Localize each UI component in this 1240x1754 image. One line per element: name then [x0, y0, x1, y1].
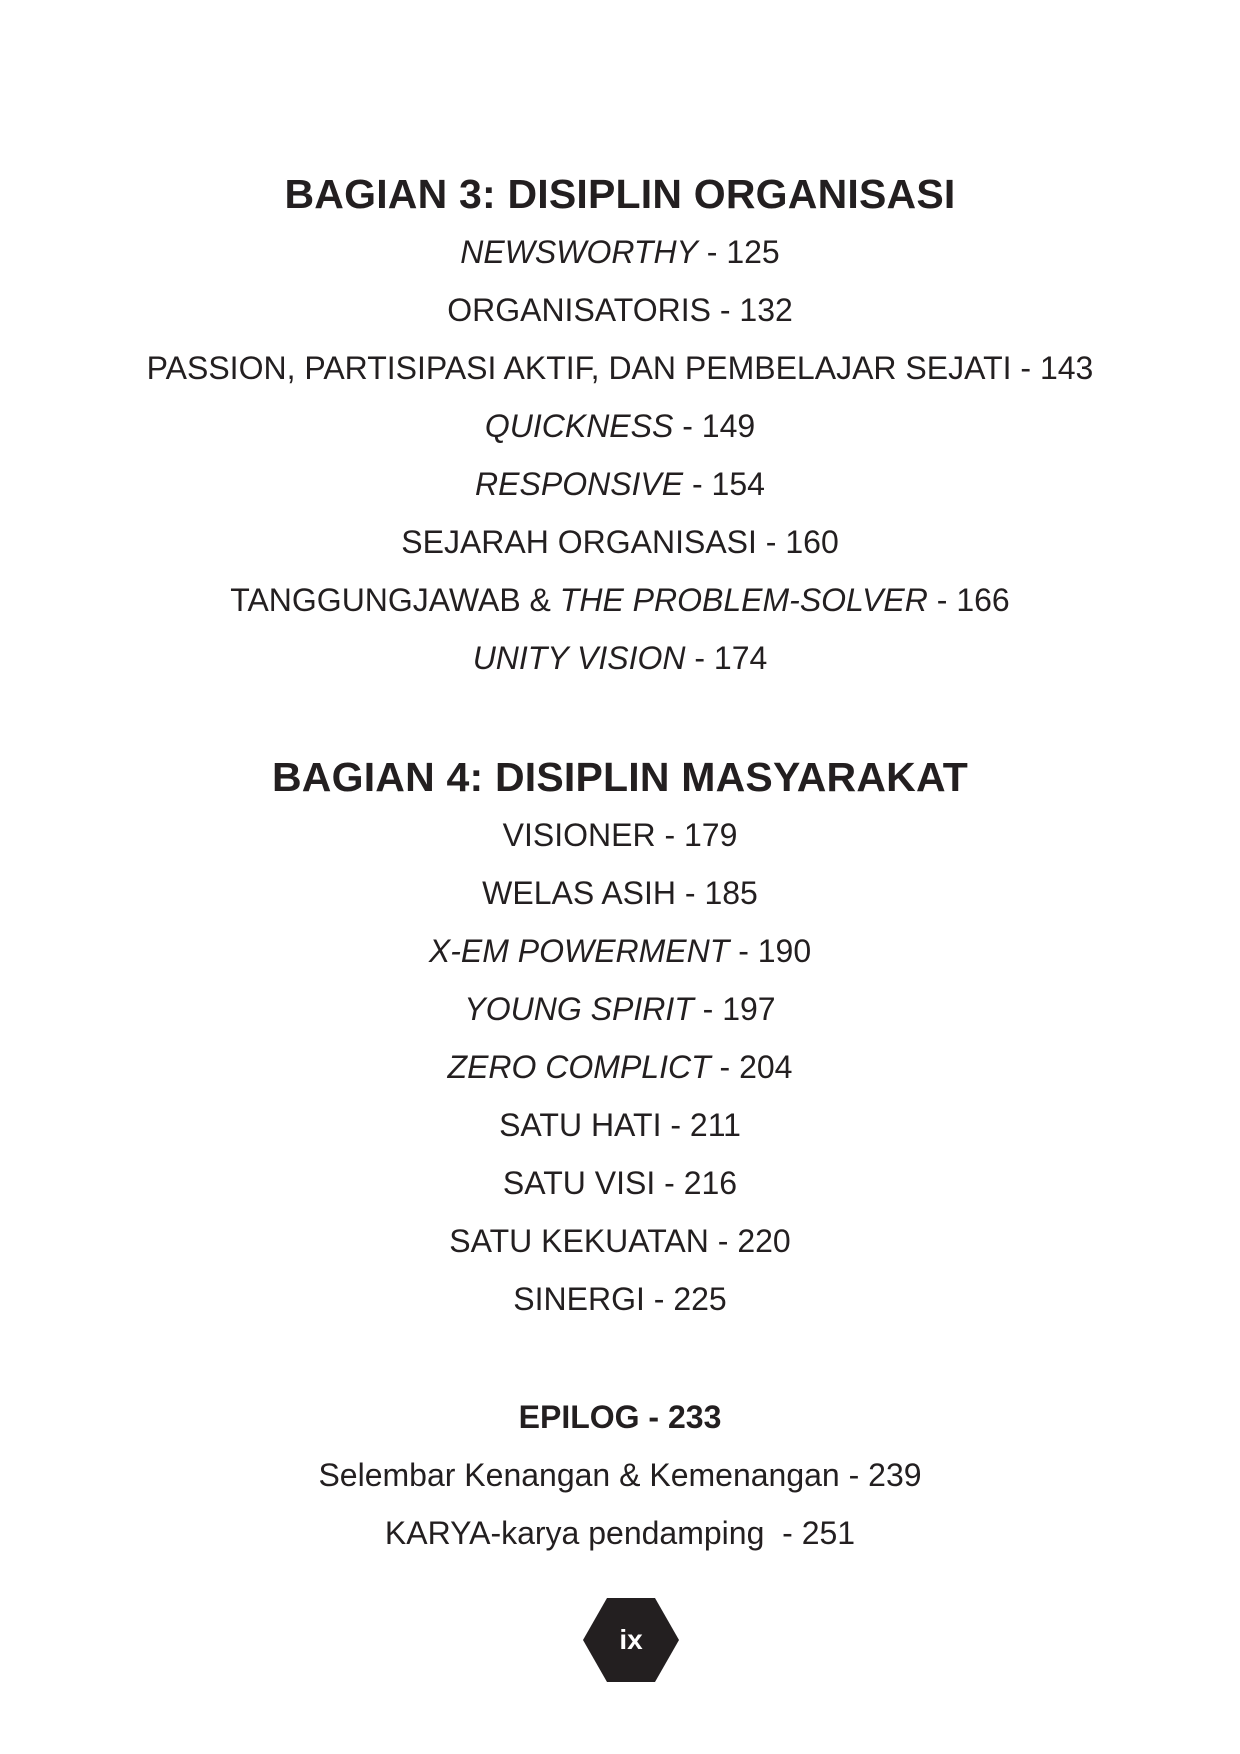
- entry-title: PASSION, PARTISIPASI AKTIF, DAN PEMBELAJAR SEJATI: [146, 350, 1012, 386]
- entry-page: - 174: [685, 640, 768, 676]
- entry-title: NEWSWORTHY: [460, 234, 698, 270]
- toc-entry: [0, 1038, 1240, 1096]
- entry-title: SATU KEKUATAN: [449, 1223, 709, 1259]
- entry-page: - 225: [644, 1281, 727, 1317]
- toc-entry: [0, 980, 1240, 1038]
- toc-entry: [0, 1212, 1240, 1270]
- epilog-entry: EPILOG - 233: [518, 1399, 722, 1435]
- entry-title: ZERO COMPLICT: [447, 1049, 711, 1085]
- entry-page: - 197: [693, 991, 776, 1027]
- entry-title: WELAS ASIH: [482, 875, 676, 911]
- toc-entry: [0, 223, 1240, 281]
- section-heading: BAGIAN 3: DISIPLIN ORGANISASI: [284, 171, 956, 217]
- page-number-badge: [583, 1598, 679, 1682]
- entry-page: - 185: [676, 875, 758, 911]
- entry-page: - 125: [697, 234, 780, 270]
- section-bagian-4: [0, 748, 1240, 1328]
- entry-page: - 220: [708, 1223, 791, 1259]
- entry-title: SATU HATI: [499, 1107, 662, 1143]
- toc-entry: [0, 806, 1240, 864]
- toc-entry: [0, 629, 1240, 687]
- toc-entry: [0, 455, 1240, 513]
- section-closing: [0, 1388, 1240, 1562]
- toc-entry: [0, 864, 1240, 922]
- section-bagian-3: [0, 165, 1240, 687]
- entry-page: - 166: [927, 582, 1010, 618]
- entry-title: SATU VISI: [502, 1165, 656, 1201]
- entry-page: - 204: [710, 1049, 793, 1085]
- entry-title: RESPONSIVE: [475, 466, 684, 502]
- kenangan-entry: Selembar Kenangan & Kemenangan - 239: [318, 1457, 922, 1493]
- entry-title: X-EM POWERMENT: [428, 933, 730, 969]
- entry-title: ORGANISATORIS: [447, 292, 711, 328]
- toc-entry: [0, 1154, 1240, 1212]
- toc-entry: [0, 1096, 1240, 1154]
- karya-entry: KARYA-karya pendamping - 251: [384, 1515, 856, 1551]
- toc-entry: [0, 1270, 1240, 1328]
- entry-page: - 154: [683, 466, 765, 502]
- entry-title: QUICKNESS: [484, 408, 674, 444]
- entry-page: - 143: [1011, 350, 1094, 386]
- entry-page: - 216: [655, 1165, 738, 1201]
- entry-title: SINERGI: [513, 1281, 645, 1317]
- toc-entry: [0, 397, 1240, 455]
- entry-title: THE PROBLEM-SOLVER: [559, 582, 928, 618]
- toc-entry: [0, 339, 1240, 397]
- entry-page: - 160: [756, 524, 839, 560]
- entry-page: - 132: [710, 292, 793, 328]
- entry-page: - 190: [729, 933, 812, 969]
- entry-page: - 211: [661, 1107, 741, 1143]
- entry-title-prefix: TANGGUNGJAWAB &: [230, 582, 560, 618]
- toc-entry: [0, 281, 1240, 339]
- entry-title: YOUNG SPIRIT: [464, 991, 694, 1027]
- toc-entry: [0, 571, 1240, 629]
- entry-page: - 149: [673, 408, 756, 444]
- section-heading: BAGIAN 4: DISIPLIN MASYARAKAT: [271, 754, 968, 800]
- entry-title: SEJARAH ORGANISASI: [401, 524, 757, 560]
- entry-page: - 179: [655, 817, 738, 853]
- page-number: ix: [619, 1624, 643, 1655]
- toc-entry: [0, 513, 1240, 571]
- entry-title: UNITY VISION: [472, 640, 686, 676]
- toc-entry: [0, 922, 1240, 980]
- entry-title: VISIONER: [502, 817, 656, 853]
